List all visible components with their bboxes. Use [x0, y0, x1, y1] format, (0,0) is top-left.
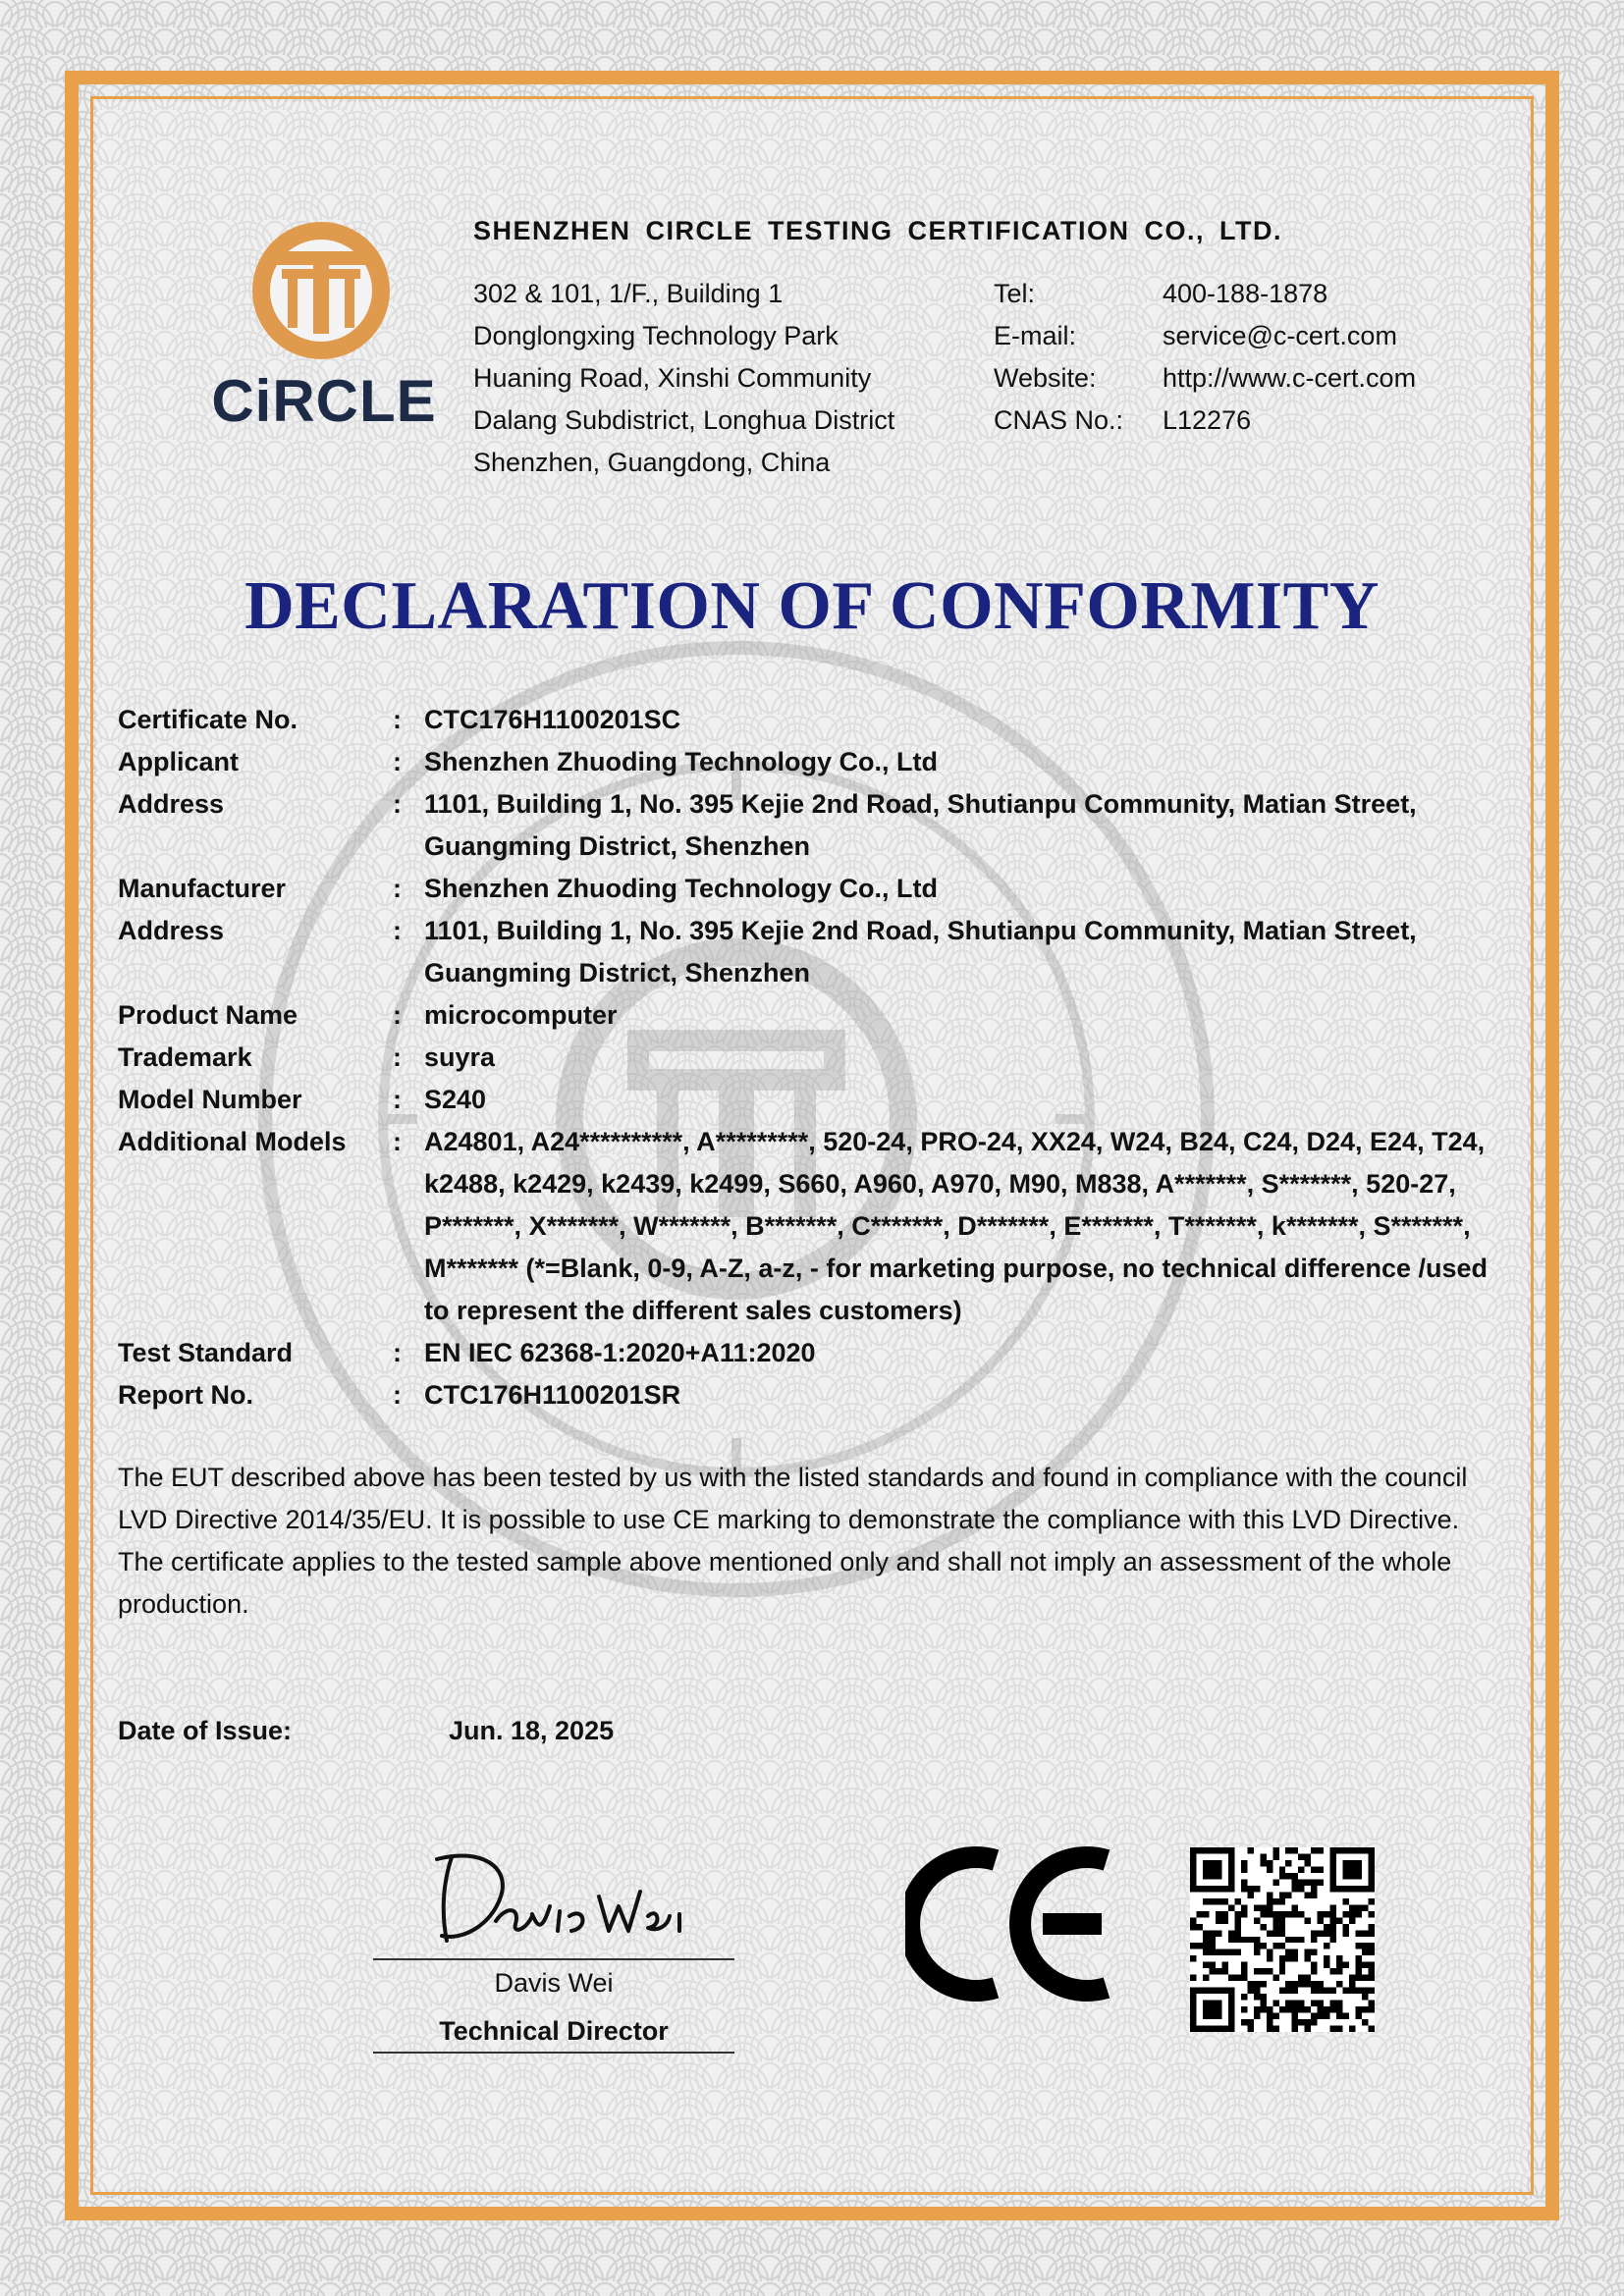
field-value: S240	[424, 1085, 487, 1114]
field-separator: :	[393, 874, 402, 903]
field-value: CTC176H1100201SC	[424, 705, 681, 734]
field-value: microcomputer	[424, 1000, 618, 1030]
certificate-fields	[118, 699, 1512, 1416]
field-label: Certificate No.	[118, 705, 298, 734]
field-value: Shenzhen Zhuoding Technology Co., Ltd	[424, 747, 938, 776]
address-line: Donglongxing Technology Park	[473, 321, 839, 350]
field-label: Manufacturer	[118, 874, 287, 903]
document-title: DECLARATION OF CONFORMITY	[244, 568, 1380, 644]
field-applicant-address	[118, 783, 1512, 868]
field-value: Shenzhen Zhuoding Technology Co., Ltd	[424, 874, 938, 903]
address-line: Huaning Road, Xinshi Community	[473, 363, 872, 393]
handwritten-signature-icon	[412, 1838, 707, 1955]
field-label: Report No.	[118, 1380, 253, 1410]
field-manufacturer-address	[118, 910, 1512, 994]
field-separator: :	[393, 1085, 402, 1114]
contact-label: Tel:	[994, 279, 1036, 308]
field-separator: :	[393, 789, 402, 819]
field-separator: :	[393, 1127, 402, 1156]
date-of-issue	[118, 1716, 615, 1746]
field-label: Product Name	[118, 1000, 298, 1030]
field-value: EN IEC 62368-1:2020+A11:2020	[424, 1338, 816, 1367]
issue-label: Date of Issue:	[118, 1716, 293, 1745]
field-label: Test Standard	[118, 1338, 294, 1367]
contact-value: L12276	[1163, 405, 1252, 435]
signature-title-underline	[373, 2052, 734, 2054]
field-trademark	[118, 1037, 1512, 1079]
contact-label: CNAS No.:	[994, 405, 1124, 435]
field-separator: :	[393, 916, 402, 945]
field-model-number	[118, 1079, 1512, 1121]
field-additional-models	[118, 1121, 1512, 1332]
field-separator: :	[393, 1000, 402, 1030]
address-line: Shenzhen, Guangdong, China	[473, 448, 831, 477]
statement-paragraph: The EUT described above has been tested by us with the listed standards and found in compliance with the council LVD Directive 2014/35/EU. It is possible to use CE marking to demonstrate the compliance with this LVD Directive.	[118, 1463, 1468, 1534]
field-separator: :	[393, 747, 402, 776]
field-applicant	[118, 741, 1512, 783]
issue-date: Jun. 18, 2025	[449, 1716, 615, 1745]
field-separator: :	[393, 1380, 402, 1410]
logo-wordmark: CiRCLE	[211, 368, 437, 434]
field-separator: :	[393, 1042, 402, 1072]
field-label: Trademark	[118, 1042, 252, 1072]
field-value: CTC176H1100201SR	[424, 1380, 681, 1410]
field-value: suyra	[424, 1042, 496, 1072]
compliance-statement	[118, 1457, 1492, 1626]
contact-value: service@c-cert.com	[1163, 321, 1397, 350]
field-label: Applicant	[118, 747, 240, 776]
contact-email	[994, 315, 1416, 357]
contact-cnas	[994, 400, 1416, 442]
issuer-contacts	[994, 273, 1416, 442]
issuer-company-name: SHENZHEN CIRCLE TESTING CERTIFICATION CO., LTD.	[473, 216, 1282, 245]
contact-label: Website:	[994, 363, 1097, 393]
contact-label: E-mail:	[994, 321, 1077, 350]
field-value: 1101, Building 1, No. 395 Kejie 2nd Road, Shutianpu Community, Matian Street, Guangming District, Shenzhen	[424, 789, 1417, 861]
contact-value: 400-188-1878	[1163, 279, 1328, 308]
statement-paragraph: The certificate applies to the tested sample above mentioned only and shall not imply an assessment of the whole production.	[118, 1547, 1452, 1619]
field-label: Model Number	[118, 1085, 302, 1114]
signature-line	[373, 1958, 734, 1960]
field-separator: :	[393, 1338, 402, 1367]
issuer-address	[473, 273, 894, 484]
contact-website	[994, 357, 1416, 400]
field-manufacturer	[118, 868, 1512, 910]
qr-code-icon	[1190, 1847, 1375, 2032]
signatory-title: Technical Director	[439, 2016, 669, 2046]
field-product-name	[118, 994, 1512, 1037]
field-label: Additional Models	[118, 1127, 347, 1156]
field-certificate-no	[118, 699, 1512, 741]
signatory-name: Davis Wei	[494, 1968, 614, 1998]
field-label: Address	[118, 916, 225, 945]
field-report-no	[118, 1374, 1512, 1416]
field-label: Address	[118, 789, 225, 819]
address-line: Dalang Subdistrict, Longhua District	[473, 405, 895, 435]
field-value: 1101, Building 1, No. 395 Kejie 2nd Road, Shutianpu Community, Matian Street, Guangming District, Shenzhen	[424, 916, 1417, 988]
field-test-standard	[118, 1332, 1512, 1374]
contact-value: http://www.c-cert.com	[1163, 363, 1417, 393]
field-separator: :	[393, 705, 402, 734]
address-line: 302 & 101, 1/F., Building 1	[473, 279, 784, 308]
ce-mark-icon	[905, 1845, 1121, 2002]
contact-tel	[994, 273, 1416, 315]
field-value: A24801, A24**********, A*********, 520-24, PRO-24, XX24, W24, B24, C24, D24, E24, T24, k2488, k2429, k2439, k2499, S660, A960, A970, M90, M838, A*******, S*******, 520-27, P*******, X*******, W*******, B*******, C*******, D*******, E*******, T*******, k*******, S*******, M******* (*=Blank, 0-9, A-Z, a-z, - for marketing purpose, no technical difference /used to represent the different sales customers)	[424, 1127, 1488, 1325]
